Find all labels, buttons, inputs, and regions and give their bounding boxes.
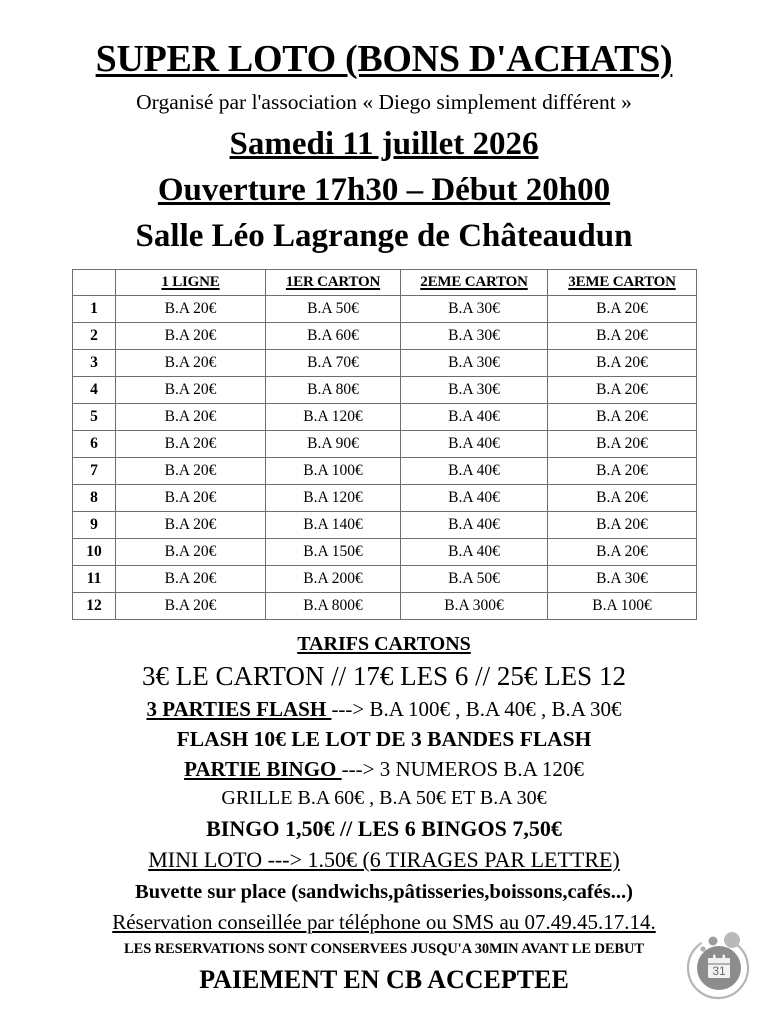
cell-carton2: B.A 40€ (401, 457, 548, 484)
row-number: 7 (73, 457, 116, 484)
cell-carton3: B.A 20€ (548, 538, 697, 565)
cell-carton3: B.A 20€ (548, 457, 697, 484)
cell-carton2: B.A 30€ (401, 349, 548, 376)
table-row (73, 295, 697, 322)
table-row (73, 430, 697, 457)
table-row (73, 349, 697, 376)
row-number: 6 (73, 430, 116, 457)
event-date-text: Samedi 11 juillet 2026 (229, 125, 539, 162)
mini-loto-text: MINI LOTO ---> 1.50€ (6 TIRAGES PAR LETTRE) (148, 847, 620, 872)
cell-carton3: B.A 100€ (548, 592, 697, 619)
prize-table-head (73, 269, 697, 295)
cell-carton3: B.A 20€ (548, 376, 697, 403)
cell-carton3: B.A 20€ (548, 430, 697, 457)
event-date (0, 114, 768, 161)
table-row (73, 511, 697, 538)
cell-carton2: B.A 30€ (401, 376, 548, 403)
row-number: 4 (73, 376, 116, 403)
row-number: 2 (73, 322, 116, 349)
bingo-price-line: BINGO 1,50€ // LES 6 BINGOS 7,50€ (206, 816, 562, 841)
parties-flash-line (0, 690, 768, 720)
event-hours (0, 161, 768, 207)
col-header-ligne: 1 LIGNE (116, 269, 266, 295)
cell-carton1: B.A 140€ (266, 511, 401, 538)
cell-carton1: B.A 90€ (266, 430, 401, 457)
row-number: 12 (73, 592, 116, 619)
calendar-ring-left (713, 955, 716, 960)
cell-carton3: B.A 20€ (548, 295, 697, 322)
buvette-line: Buvette sur place (sandwichs,pâtisseries,boissons,cafés...) (135, 881, 633, 903)
row-number: 3 (73, 349, 116, 376)
cell-carton2: B.A 30€ (401, 295, 548, 322)
table-row (73, 592, 697, 619)
col-header-number (73, 269, 116, 295)
poster-header (0, 0, 768, 253)
cell-carton1: B.A 70€ (266, 349, 401, 376)
carton-price-line: 3€ LE CARTON // 17€ LES 6 // 25€ LES 12 (142, 660, 626, 691)
parties-flash-value: ---> B.A 100€ , B.A 40€ , B.A 30€ (331, 696, 622, 721)
calendar-head (708, 958, 730, 962)
event-hours-text: Ouverture 17h30 – Début 20h00 (157, 171, 611, 208)
tarifs-heading-text: TARIFS CARTONS (297, 632, 471, 655)
prize-table (72, 269, 697, 620)
cell-ligne: B.A 20€ (116, 457, 266, 484)
cell-carton1: B.A 60€ (266, 322, 401, 349)
mini-loto-line (0, 840, 768, 871)
row-number: 11 (73, 565, 116, 592)
prize-table-body (73, 295, 697, 619)
cell-carton2: B.A 50€ (401, 565, 548, 592)
table-row (73, 538, 697, 565)
partie-bingo-line (0, 750, 768, 780)
table-row (73, 376, 697, 403)
grille-line: GRILLE B.A 60€ , B.A 50€ ET B.A 30€ (221, 787, 547, 809)
cell-carton2: B.A 300€ (401, 592, 548, 619)
parties-flash-label: 3 PARTIES FLASH (146, 696, 332, 721)
partie-bingo-value: ---> 3 NUMEROS B.A 120€ (341, 757, 584, 781)
row-number: 8 (73, 484, 116, 511)
reservation-note: LES RESERVATIONS SONT CONSERVEES JUSQU'A 30MIN AVANT LE DEBUT (124, 940, 644, 957)
cell-ligne: B.A 20€ (116, 430, 266, 457)
table-row (73, 322, 697, 349)
col-header-carton1: 1ER CARTON (266, 269, 401, 295)
calendar-badge (678, 924, 756, 1002)
cell-ligne: B.A 20€ (116, 403, 266, 430)
cell-carton2: B.A 40€ (401, 484, 548, 511)
table-row (73, 565, 697, 592)
cell-carton3: B.A 20€ (548, 403, 697, 430)
tarifs-section (0, 634, 768, 994)
table-row (73, 457, 697, 484)
col-header-carton2: 2EME CARTON (401, 269, 548, 295)
cell-carton2: B.A 40€ (401, 511, 548, 538)
cell-carton3: B.A 30€ (548, 565, 697, 592)
cell-carton1: B.A 150€ (266, 538, 401, 565)
cell-carton1: B.A 50€ (266, 295, 401, 322)
cell-ligne: B.A 20€ (116, 565, 266, 592)
cell-ligne: B.A 20€ (116, 511, 266, 538)
cell-carton1: B.A 80€ (266, 376, 401, 403)
badge-bubble-small (700, 946, 705, 951)
cell-carton1: B.A 200€ (266, 565, 401, 592)
cell-ligne: B.A 20€ (116, 349, 266, 376)
cell-carton1: B.A 120€ (266, 484, 401, 511)
cell-carton2: B.A 30€ (401, 322, 548, 349)
calendar-ring-right (723, 955, 726, 960)
badge-bubble-large (724, 932, 740, 948)
col-header-carton3: 3EME CARTON (548, 269, 697, 295)
row-number: 9 (73, 511, 116, 538)
page-title-text: SUPER LOTO (BONS D'ACHATS) (95, 38, 673, 80)
tarifs-heading (0, 634, 768, 654)
cell-carton1: B.A 800€ (266, 592, 401, 619)
organizer-subtitle: Organisé par l'association « Diego simplement différent » (136, 90, 632, 114)
cell-ligne: B.A 20€ (116, 592, 266, 619)
cell-carton3: B.A 20€ (548, 349, 697, 376)
badge-bubble-medium (709, 937, 718, 946)
cell-ligne: B.A 20€ (116, 295, 266, 322)
cell-carton3: B.A 20€ (548, 511, 697, 538)
cell-ligne: B.A 20€ (116, 538, 266, 565)
row-number: 10 (73, 538, 116, 565)
reservation-text: Réservation conseillée par téléphone ou SMS au 07.49.45.17.14. (112, 909, 656, 934)
cell-ligne: B.A 20€ (116, 484, 266, 511)
event-venue: Salle Léo Lagrange de Châteaudun (135, 217, 633, 254)
cell-carton1: B.A 100€ (266, 457, 401, 484)
row-number: 1 (73, 295, 116, 322)
cell-carton2: B.A 40€ (401, 430, 548, 457)
partie-bingo-label: PARTIE BINGO (184, 757, 342, 781)
table-row (73, 403, 697, 430)
cell-carton3: B.A 20€ (548, 322, 697, 349)
row-number: 5 (73, 403, 116, 430)
prize-table-wrapper (72, 269, 696, 620)
cell-carton3: B.A 20€ (548, 484, 697, 511)
table-header-row (73, 269, 697, 295)
cell-carton1: B.A 120€ (266, 403, 401, 430)
cell-carton2: B.A 40€ (401, 403, 548, 430)
flash-lot-line: FLASH 10€ LE LOT DE 3 BANDES FLASH (176, 726, 592, 751)
calendar-icon (678, 924, 756, 1002)
cell-ligne: B.A 20€ (116, 322, 266, 349)
page-title (0, 0, 768, 78)
cell-ligne: B.A 20€ (116, 376, 266, 403)
reservation-line (0, 903, 768, 933)
cell-carton2: B.A 40€ (401, 538, 548, 565)
calendar-day-number: 31 (712, 964, 726, 978)
payment-line: PAIEMENT EN CB ACCEPTEE (199, 965, 569, 994)
table-row (73, 484, 697, 511)
